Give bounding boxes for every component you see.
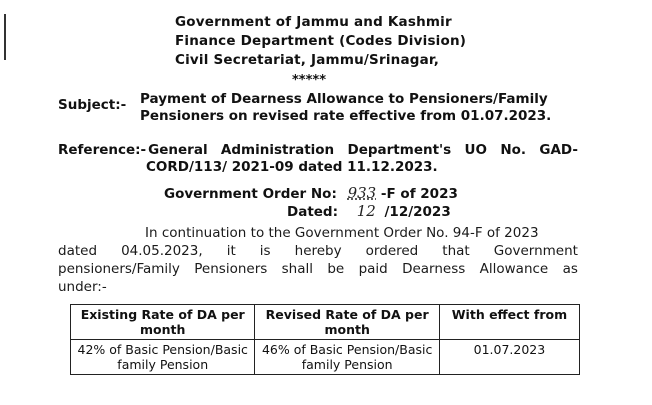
order-date-handwritten: 12	[356, 202, 376, 220]
body-word: pensioners/Family	[58, 261, 180, 277]
body-word: paid	[358, 261, 388, 277]
body-line-2	[58, 243, 578, 259]
header-government: Government of Jammu and Kashmir	[175, 14, 452, 30]
ref-word: Department's	[347, 142, 452, 158]
body-word: Allowance	[479, 261, 549, 277]
body-line-4: under:-	[58, 279, 107, 295]
ref-word: General	[148, 142, 208, 158]
body-word: as	[562, 261, 578, 277]
body-word: shall	[281, 261, 313, 277]
order-number	[164, 184, 458, 202]
da-rate-table	[70, 304, 580, 375]
body-word: Dearness	[402, 261, 466, 277]
header-stars: *****	[292, 73, 326, 88]
page-margin-mark	[4, 14, 6, 60]
table-header-existing: Existing Rate of DA per month	[71, 305, 255, 340]
order-date-label: Dated:	[287, 204, 338, 220]
body-word: be	[327, 261, 345, 277]
table-header-row	[71, 305, 580, 340]
ref-word: No.	[500, 142, 527, 158]
table-row	[71, 340, 580, 375]
order-date	[287, 202, 451, 220]
body-line-1: In continuation to the Government Order No. 94-F of 2023	[145, 225, 539, 241]
reference-label: Reference:-	[58, 142, 147, 158]
body-word: that	[442, 243, 470, 259]
ref-word: Administration	[220, 142, 335, 158]
reference-line-1	[148, 142, 578, 158]
ref-word: UO	[464, 142, 487, 158]
table-cell-effect: 01.07.2023	[439, 340, 579, 375]
ref-word: GAD-	[539, 142, 578, 158]
table-header-effect: With effect from	[439, 305, 579, 340]
body-word: hereby	[294, 243, 342, 259]
body-word: Pensioners	[194, 261, 268, 277]
table-header-revised: Revised Rate of DA per month	[255, 305, 439, 340]
body-line-3	[58, 261, 578, 277]
header-secretariat: Civil Secretariat, Jammu/Srinagar,	[175, 52, 440, 68]
table-cell-existing: 42% of Basic Pension/Basic family Pension	[71, 340, 255, 375]
body-word: it	[226, 243, 236, 259]
subject-line-2: Pensioners on revised rate effective from 01.07.2023.	[140, 108, 552, 124]
subject-line-1: Payment of Dearness Allowance to Pensioners/Family	[140, 91, 548, 107]
order-date-suffix: /12/2023	[384, 204, 451, 220]
table-cell-revised: 46% of Basic Pension/Basic family Pension	[255, 340, 439, 375]
body-word: Government	[493, 243, 578, 259]
order-number-handwritten: 933	[347, 184, 377, 202]
reference-line-2: CORD/113/ 2021-09 dated 11.12.2023.	[146, 159, 438, 175]
body-word: 04.05.2023,	[121, 243, 203, 259]
header-department: Finance Department (Codes Division)	[175, 33, 467, 49]
subject-label: Subject:-	[58, 97, 127, 113]
body-word: is	[259, 243, 271, 259]
body-word: ordered	[365, 243, 419, 259]
reference-block	[58, 142, 578, 158]
order-number-suffix: -F of 2023	[380, 186, 458, 202]
order-number-label: Government Order No:	[164, 186, 337, 202]
body-word: dated	[58, 243, 98, 259]
